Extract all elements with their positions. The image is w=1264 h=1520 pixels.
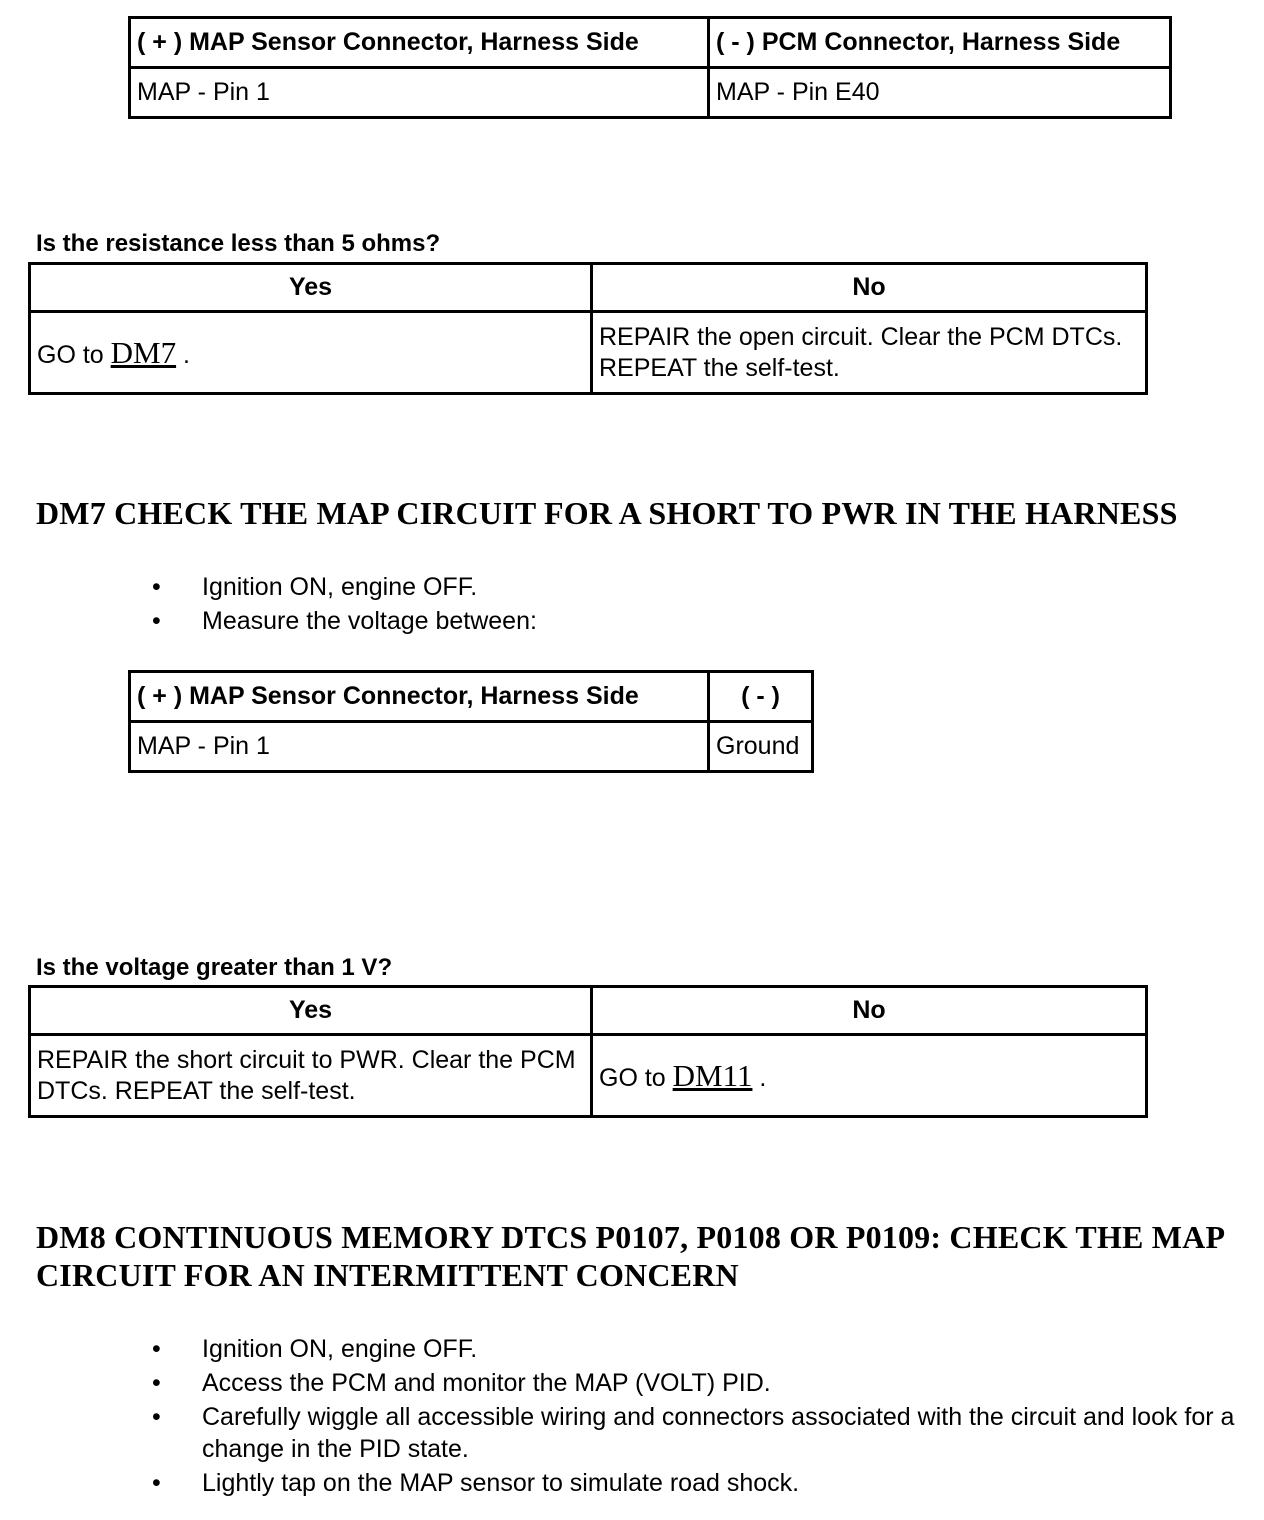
dm11-link[interactable]: DM11 xyxy=(672,1057,753,1093)
list-item: • Access the PCM and monitor the MAP (VOLT) PID. xyxy=(152,1367,1242,1399)
dm8-bullet-list xyxy=(152,1333,1242,1501)
dm7-bullet-list xyxy=(152,571,1152,639)
yes-no-table-1 xyxy=(28,262,1148,395)
list-item: • Carefully wiggle all accessible wiring and connectors associated with the circuit and look for a change in the PID state. xyxy=(152,1401,1242,1465)
list-item: • Ignition ON, engine OFF. xyxy=(152,1333,1242,1365)
yes-cell: REPAIR the short circuit to PWR. Clear the PCM DTCs. REPEAT the self-test. xyxy=(30,1035,592,1117)
list-item: • Ignition ON, engine OFF. xyxy=(152,571,1152,603)
dm7-link[interactable]: DM7 xyxy=(110,334,177,370)
question-voltage: Is the voltage greater than 1 V? xyxy=(36,954,393,981)
go-to-label: GO to xyxy=(599,1063,666,1092)
period: . xyxy=(183,340,190,369)
no-header: No xyxy=(592,264,1147,312)
connector-table-2 xyxy=(128,670,814,773)
yes-header: Yes xyxy=(30,264,592,312)
table-header: ( - ) xyxy=(709,672,813,722)
table-header: ( + ) MAP Sensor Connector, Harness Side xyxy=(130,18,709,68)
list-item: • Lightly tap on the MAP sensor to simulate road shock. xyxy=(152,1467,1242,1499)
connector-table-1 xyxy=(128,16,1172,119)
table-header: ( - ) PCM Connector, Harness Side xyxy=(709,18,1171,68)
yes-no-table-2 xyxy=(28,985,1148,1118)
no-header: No xyxy=(592,987,1147,1035)
table-cell: MAP - Pin E40 xyxy=(709,68,1171,118)
dm8-heading: DM8 CONTINUOUS MEMORY DTCS P0107, P0108 OR P0109: CHECK THE MAP CIRCUIT FOR AN INTERMITTENT CONCERN xyxy=(36,1219,1224,1293)
dm7-heading: DM7 CHECK THE MAP CIRCUIT FOR A SHORT TO PWR IN THE HARNESS xyxy=(36,495,1178,531)
table-cell: MAP - Pin 1 xyxy=(130,68,709,118)
table-header: ( + ) MAP Sensor Connector, Harness Side xyxy=(130,672,709,722)
no-cell xyxy=(592,1035,1147,1117)
period: . xyxy=(759,1063,767,1092)
list-item: • Measure the voltage between: xyxy=(152,605,1152,637)
no-cell: REPAIR the open circuit. Clear the PCM DTCs. REPEAT the self-test. xyxy=(592,312,1147,394)
yes-header: Yes xyxy=(30,987,592,1035)
yes-cell xyxy=(30,312,592,394)
table-cell: Ground xyxy=(709,722,813,772)
table-cell: MAP - Pin 1 xyxy=(130,722,709,772)
go-to-label: GO to xyxy=(37,340,104,369)
question-resistance: Is the resistance less than 5 ohms? xyxy=(36,230,441,257)
